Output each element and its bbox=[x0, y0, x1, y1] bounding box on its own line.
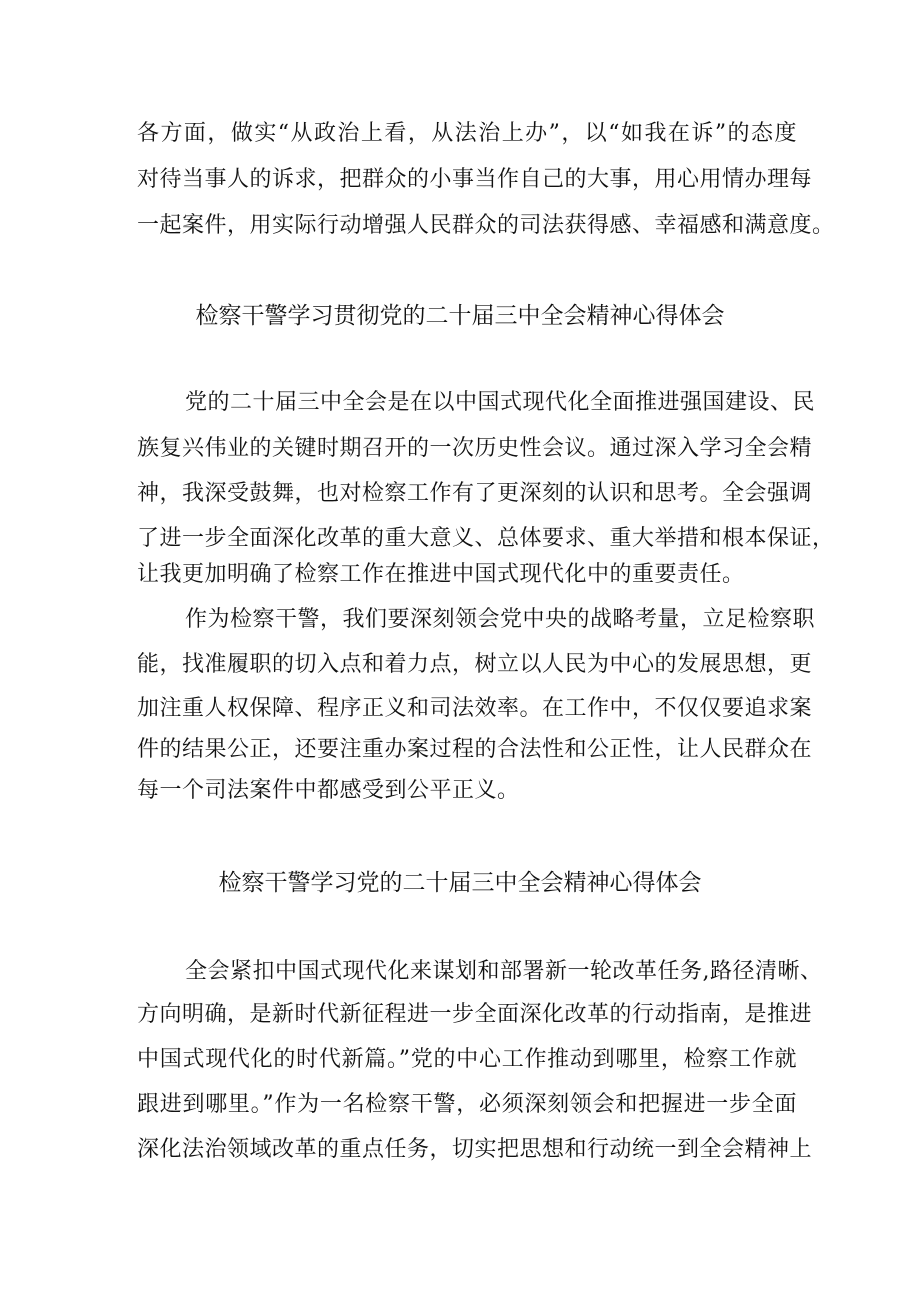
text-line: 加注重人权保障、程序正义和司法效率。在工作中，不仅仅要追求案 bbox=[137, 696, 813, 721]
text-line: 跟进到哪里。”作为一名检察干警，必须深刻领会和把握进一步全面 bbox=[137, 1092, 797, 1117]
text-line: 中国式现代化的时代新篇。”党的中心工作推动到哪里，检察工作就 bbox=[137, 1047, 797, 1072]
text-line: 深化法治领域改革的重点任务，切实把思想和行动统一到全会精神上 bbox=[137, 1137, 813, 1162]
text-line: 对待当事人的诉求，把群众的小事当作自己的大事，用心用情办理每 bbox=[137, 167, 813, 192]
section-title: 检察干警学习贯彻党的二十届三中全会精神心得体会 bbox=[195, 303, 725, 329]
text-line: 作为检察干警，我们要深刻领会党中央的战略考量，立足检察职 bbox=[185, 607, 816, 632]
text-line: 族复兴伟业的关键时期召开的一次历史性会议。通过深入学习全会精 bbox=[137, 436, 813, 461]
text-line: 方向明确，是新时代新征程进一步全面深化改革的行动指南，是推进 bbox=[137, 1002, 813, 1027]
text-line: 各方面，做实“从政治上看，从法治上办”，以“如我在诉”的态度 bbox=[137, 121, 797, 146]
text-line: 让我更加明确了检察工作在推进中国式现代化中的重要责任。 bbox=[137, 562, 745, 587]
text-line: 全会紧扣中国式现代化来谋划和部署新一轮改革任务,路径清晰、 bbox=[185, 959, 823, 984]
text-line: 了进一步全面深化改革的重大意义、总体要求、重大举措和根本保证， bbox=[137, 526, 835, 551]
text-line: 党的二十届三中全会是在以中国式现代化全面推进强国建设、民 bbox=[185, 390, 816, 415]
text-line: 能，找准履职的切入点和着力点，树立以人民为中心的发展思想，更 bbox=[137, 652, 813, 677]
text-line: 一起案件，用实际行动增强人民群众的司法获得感、幸福感和满意度。 bbox=[137, 213, 835, 238]
text-line: 每一个司法案件中都感受到公平正义。 bbox=[137, 778, 520, 803]
section-title: 检察干警学习党的二十届三中全会精神心得体会 bbox=[218, 870, 702, 896]
text-line: 件的结果公正，还要注重办案过程的合法性和公正性，让人民群众在 bbox=[137, 737, 813, 762]
text-line: 神，我深受鼓舞，也对检察工作有了更深刻的认识和思考。全会强调 bbox=[137, 481, 813, 506]
